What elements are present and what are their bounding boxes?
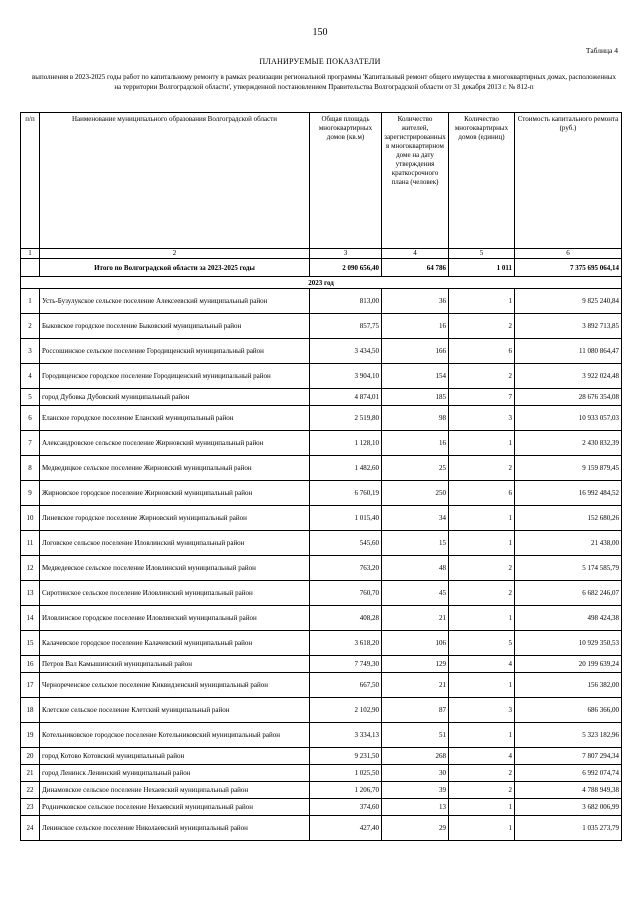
row-houses: 1: [449, 816, 515, 841]
row-index: 13: [21, 581, 40, 606]
column-number: 1: [21, 249, 40, 259]
row-area: 545,60: [310, 531, 382, 556]
row-municipality: Калачевское городское поселение Калачевский муниципальный район: [40, 631, 310, 656]
row-cost: 11 080 864,47: [515, 339, 622, 364]
row-area: 3 334,13: [310, 723, 382, 748]
row-area: 3 904,10: [310, 364, 382, 389]
table-row: [21, 314, 622, 339]
table-row: [21, 656, 622, 673]
row-area: 1 025,50: [310, 765, 382, 782]
row-houses: 3: [449, 698, 515, 723]
total-cost: 7 375 695 064,14: [515, 259, 622, 277]
row-houses: 2: [449, 556, 515, 581]
row-area: 3 618,20: [310, 631, 382, 656]
row-municipality: Линевское городское поселение Жирновский муниципальный район: [40, 506, 310, 531]
row-residents: 30: [382, 765, 449, 782]
row-municipality: Александровское сельское поселение Жирновский муниципальный район: [40, 431, 310, 456]
row-municipality: Логовское сельское поселение Иловлинский муниципальный район: [40, 531, 310, 556]
row-houses: 4: [449, 656, 515, 673]
table-row: [21, 698, 622, 723]
row-index: 22: [21, 782, 40, 799]
header-cell-index: п/п: [21, 113, 40, 249]
row-residents: 98: [382, 406, 449, 431]
row-index: 15: [21, 631, 40, 656]
total-residents: 64 786: [382, 259, 449, 277]
row-municipality: город Дубовка Дубовский муниципальный район: [40, 389, 310, 406]
document-subtitle: выполнения в 2023-2025 годы работ по капитальному ремонту в рамках реализации региональной программы 'Капитальный ремонт общего имущества в многоквартирных домах, расположенных на территории Волгоградской области', утвержденной постановлением Правительства Волгоградской области от 31 декабря 2013 г. № 812-п: [31, 73, 617, 91]
row-index: 3: [21, 339, 40, 364]
table-body: [21, 259, 622, 841]
row-residents: 34: [382, 506, 449, 531]
row-area: 9 231,50: [310, 748, 382, 765]
row-index: 7: [21, 431, 40, 456]
row-municipality: Динамовское сельское поселение Нехаевский муниципальный район: [40, 782, 310, 799]
row-residents: 129: [382, 656, 449, 673]
total-houses: 1 011: [449, 259, 515, 277]
row-area: 1 015,40: [310, 506, 382, 531]
year-label: 2023 год: [21, 277, 622, 289]
row-residents: 87: [382, 698, 449, 723]
row-index: 14: [21, 606, 40, 631]
row-municipality: Быковское городское поселение Быковский муниципальный район: [40, 314, 310, 339]
table-row: [21, 289, 622, 314]
table-row: [21, 748, 622, 765]
row-municipality: Клетское сельское поселение Клетский муниципальный район: [40, 698, 310, 723]
table-row: [21, 782, 622, 799]
page-number: 150: [312, 27, 328, 38]
row-residents: 15: [382, 531, 449, 556]
row-index: 4: [21, 364, 40, 389]
row-index: 18: [21, 698, 40, 723]
row-cost: 10 933 057,03: [515, 406, 622, 431]
table-row: [21, 431, 622, 456]
row-index: 10: [21, 506, 40, 531]
table-row: [21, 389, 622, 406]
row-municipality: Городищенское городское поселение Городищенский муниципальный район: [40, 364, 310, 389]
row-residents: 106: [382, 631, 449, 656]
row-area: 2 102,90: [310, 698, 382, 723]
row-municipality: город Ленинск Ленинский муниципальный район: [40, 765, 310, 782]
column-number: 5: [449, 249, 515, 259]
row-houses: 2: [449, 456, 515, 481]
row-index: 5: [21, 389, 40, 406]
row-houses: 3: [449, 406, 515, 431]
row-houses: 1: [449, 431, 515, 456]
row-municipality: Петров Вал Камышинский муниципальный район: [40, 656, 310, 673]
row-houses: 2: [449, 581, 515, 606]
row-residents: 21: [382, 673, 449, 698]
row-residents: 21: [382, 606, 449, 631]
table-row: [21, 581, 622, 606]
row-municipality: Жирновское городское поселение Жирновский муниципальный район: [40, 481, 310, 506]
row-residents: 13: [382, 799, 449, 816]
row-houses: 2: [449, 782, 515, 799]
total-row: [21, 259, 622, 277]
row-municipality: Усть-Бузулукское сельское поселение Алексеевский муниципальный район: [40, 289, 310, 314]
row-municipality: Котельниковское городское поселение Котельниковский муниципальный район: [40, 723, 310, 748]
row-cost: 3 892 713,85: [515, 314, 622, 339]
row-residents: 16: [382, 431, 449, 456]
row-cost: 21 438,00: [515, 531, 622, 556]
column-number: 2: [40, 249, 310, 259]
row-area: 2 519,80: [310, 406, 382, 431]
row-area: 3 434,50: [310, 339, 382, 364]
row-cost: 498 424,38: [515, 606, 622, 631]
table-row: [21, 606, 622, 631]
row-houses: 1: [449, 673, 515, 698]
row-area: 7 749,30: [310, 656, 382, 673]
row-index: 23: [21, 799, 40, 816]
row-residents: 166: [382, 339, 449, 364]
row-cost: 686 366,00: [515, 698, 622, 723]
row-cost: 3 682 006,99: [515, 799, 622, 816]
row-index: 21: [21, 765, 40, 782]
row-houses: 4: [449, 748, 515, 765]
row-municipality: город Котово Котовский муниципальный район: [40, 748, 310, 765]
total-index-cell: [21, 259, 40, 277]
row-index: 1: [21, 289, 40, 314]
row-houses: 6: [449, 339, 515, 364]
row-index: 20: [21, 748, 40, 765]
row-area: 813,00: [310, 289, 382, 314]
row-residents: 48: [382, 556, 449, 581]
table-row: [21, 481, 622, 506]
row-index: 17: [21, 673, 40, 698]
row-index: 11: [21, 531, 40, 556]
row-area: 763,20: [310, 556, 382, 581]
row-area: 6 760,19: [310, 481, 382, 506]
year-row: [21, 277, 622, 289]
table-row: [21, 364, 622, 389]
row-area: 374,60: [310, 799, 382, 816]
table-row: [21, 816, 622, 841]
row-residents: 29: [382, 816, 449, 841]
header-cell-houses: Количество многоквартирных домов (единиц): [449, 113, 515, 249]
row-area: 1 482,60: [310, 456, 382, 481]
row-houses: 7: [449, 389, 515, 406]
table-row: [21, 799, 622, 816]
row-residents: 185: [382, 389, 449, 406]
row-cost: 28 676 354,08: [515, 389, 622, 406]
row-residents: 16: [382, 314, 449, 339]
row-municipality: Еланское городское поселение Еланский муниципальный район: [40, 406, 310, 431]
row-residents: 25: [382, 456, 449, 481]
row-residents: 39: [382, 782, 449, 799]
row-residents: 154: [382, 364, 449, 389]
row-index: 8: [21, 456, 40, 481]
row-cost: 4 788 949,38: [515, 782, 622, 799]
row-cost: 6 682 246,07: [515, 581, 622, 606]
row-residents: 51: [382, 723, 449, 748]
row-residents: 36: [382, 289, 449, 314]
total-area: 2 090 656,40: [310, 259, 382, 277]
header-cell-cost: Стоимость капитального ремонта (руб.): [515, 113, 622, 249]
indicators-table: [20, 112, 622, 841]
row-municipality: Россошинское сельское поселение Городищенский муниципальный район: [40, 339, 310, 364]
row-index: 6: [21, 406, 40, 431]
table-row: [21, 673, 622, 698]
row-index: 2: [21, 314, 40, 339]
row-cost: 3 922 024,48: [515, 364, 622, 389]
header-cell-residents: Количество жителей, зарегистрированных в многоквартирном доме на дату утверждения краткосрочного плана (человек): [382, 113, 449, 249]
row-houses: 1: [449, 531, 515, 556]
column-number: 3: [310, 249, 382, 259]
row-cost: 1 035 273,79: [515, 816, 622, 841]
row-municipality: Сиротинское сельское поселение Иловлинский муниципальный район: [40, 581, 310, 606]
table-row: [21, 506, 622, 531]
row-residents: 268: [382, 748, 449, 765]
header-cell-area: Общая площадь многоквартирных домов (кв.м): [310, 113, 382, 249]
row-municipality: Ленинское сельское поселение Николаевский муниципальный район: [40, 816, 310, 841]
row-houses: 5: [449, 631, 515, 656]
header-row: [21, 113, 622, 249]
row-municipality: Медведицкое сельское поселение Жирновский муниципальный район: [40, 456, 310, 481]
row-cost: 5 323 182,96: [515, 723, 622, 748]
row-area: 1 206,70: [310, 782, 382, 799]
row-index: 24: [21, 816, 40, 841]
row-houses: 2: [449, 364, 515, 389]
row-cost: 6 992 074,74: [515, 765, 622, 782]
row-cost: 20 199 639,24: [515, 656, 622, 673]
row-area: 427,40: [310, 816, 382, 841]
row-houses: 1: [449, 506, 515, 531]
header-cell-name: Наименование муниципального образования Волгоградской области: [40, 113, 310, 249]
row-cost: 2 430 832,39: [515, 431, 622, 456]
row-municipality: Медведевское сельское поселение Иловлинский муниципальный район: [40, 556, 310, 581]
column-number: 4: [382, 249, 449, 259]
row-houses: 1: [449, 606, 515, 631]
total-label: Итого по Волгоградской области за 2023-2025 годы: [40, 259, 310, 277]
table-row: [21, 339, 622, 364]
column-number-row: [21, 249, 622, 259]
table-row: [21, 631, 622, 656]
row-cost: 5 174 585,79: [515, 556, 622, 581]
row-cost: 10 929 350,53: [515, 631, 622, 656]
row-index: 12: [21, 556, 40, 581]
row-houses: 2: [449, 765, 515, 782]
row-index: 16: [21, 656, 40, 673]
row-index: 9: [21, 481, 40, 506]
row-cost: 9 825 240,84: [515, 289, 622, 314]
row-area: 857,75: [310, 314, 382, 339]
row-houses: 1: [449, 723, 515, 748]
row-cost: 152 680,26: [515, 506, 622, 531]
table-row: [21, 406, 622, 431]
document-title: ПЛАНИРУЕМЫЕ ПОКАЗАТЕЛИ: [259, 57, 381, 66]
table-row: [21, 556, 622, 581]
row-index: 19: [21, 723, 40, 748]
column-number: 6: [515, 249, 622, 259]
table-row: [21, 765, 622, 782]
row-area: 760,70: [310, 581, 382, 606]
row-cost: 16 992 484,52: [515, 481, 622, 506]
table-row: [21, 723, 622, 748]
row-houses: 1: [449, 799, 515, 816]
row-municipality: Чернореченское сельское поселение Киквидзенский муниципальный район: [40, 673, 310, 698]
table-row: [21, 456, 622, 481]
row-houses: 6: [449, 481, 515, 506]
row-area: 1 128,10: [310, 431, 382, 456]
row-municipality: Иловлинское городское поселение Иловлинский муниципальный район: [40, 606, 310, 631]
table-label: Таблица 4: [585, 46, 618, 55]
row-area: 667,50: [310, 673, 382, 698]
row-residents: 250: [382, 481, 449, 506]
row-houses: 2: [449, 314, 515, 339]
row-houses: 1: [449, 289, 515, 314]
table-row: [21, 531, 622, 556]
row-cost: 156 382,00: [515, 673, 622, 698]
row-residents: 45: [382, 581, 449, 606]
row-area: 408,28: [310, 606, 382, 631]
row-cost: 7 807 294,34: [515, 748, 622, 765]
row-cost: 9 159 879,45: [515, 456, 622, 481]
row-area: 4 874,01: [310, 389, 382, 406]
row-municipality: Родничковское сельское поселение Нехаевский муниципальный район: [40, 799, 310, 816]
